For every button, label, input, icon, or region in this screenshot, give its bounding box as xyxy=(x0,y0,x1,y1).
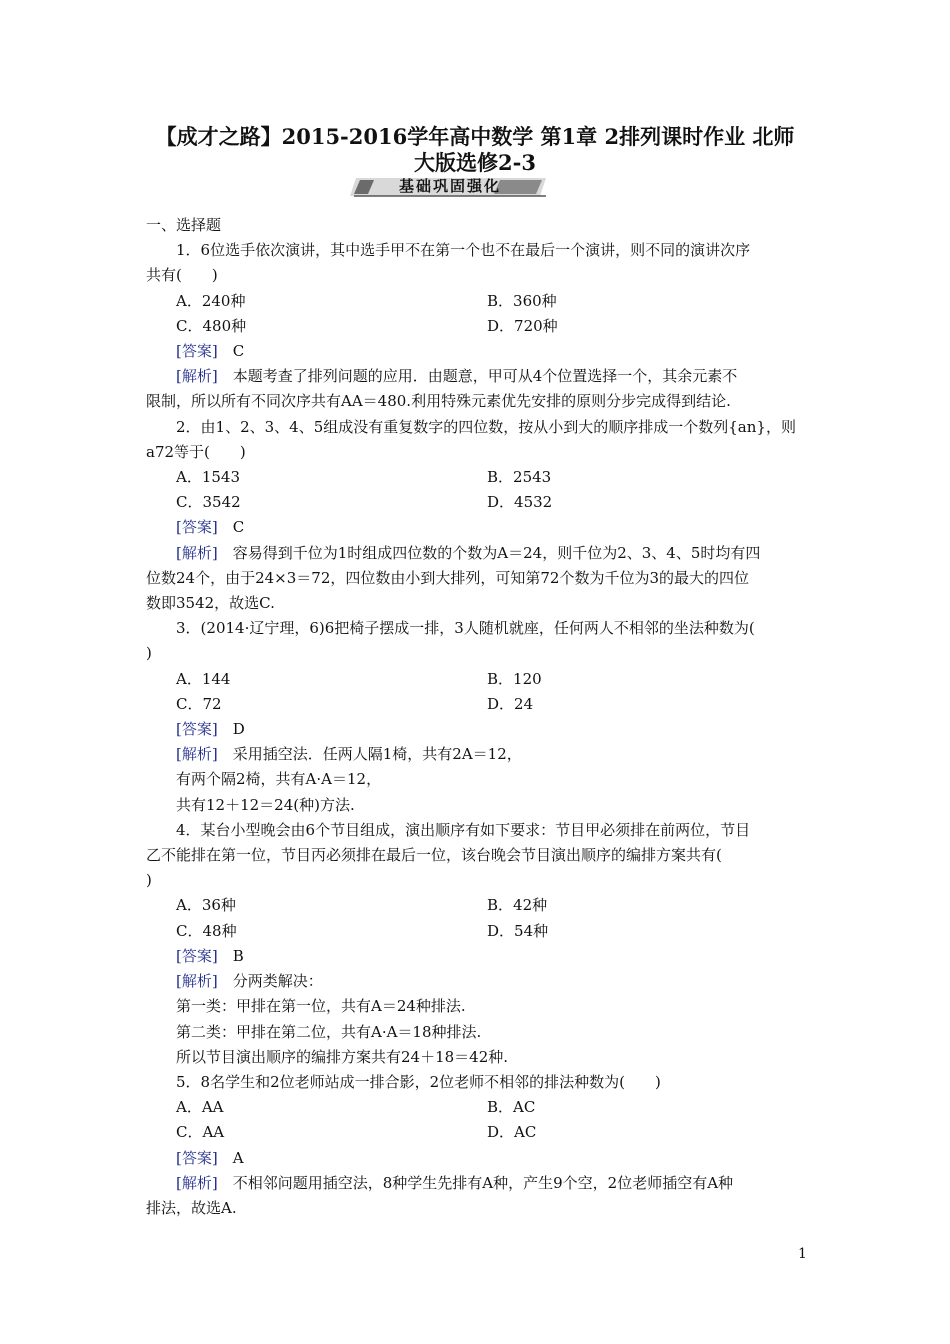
question-3-analysis-a xyxy=(146,742,810,767)
question-1-text-b: 共有( ) xyxy=(146,266,218,285)
option-c: C．AA xyxy=(176,1123,225,1142)
analysis-tag: [解析] xyxy=(176,543,218,562)
title-line-1: 【成才之路】2015-2016学年高中数学 第1章 2排列课时作业 北师 xyxy=(155,124,795,149)
question-3-answer xyxy=(146,717,810,742)
question-1-options-row-2 xyxy=(146,314,810,339)
option-b: B．2543 xyxy=(487,468,552,487)
analysis-text: 分两类解决： xyxy=(232,972,323,991)
analysis-tag: [解析] xyxy=(176,1173,218,1192)
document-body xyxy=(146,213,810,1221)
question-4-analysis-a xyxy=(146,969,810,994)
banner-label: 基础巩固强化 xyxy=(398,177,501,195)
question-3-options-row-1 xyxy=(146,667,810,692)
question-5-answer xyxy=(146,1146,810,1171)
question-1-answer xyxy=(146,339,810,364)
option-d: D．720种 xyxy=(487,316,558,335)
option-d: D．4532 xyxy=(487,493,553,512)
option-c: C．48种 xyxy=(176,921,237,940)
question-4-analysis-b: 第一类：甲排在第一位，共有A＝24种排法. xyxy=(176,997,466,1016)
question-5-text-a: 5．8名学生和2位老师站成一排合影，2位老师不相邻的排法种数为( ) xyxy=(176,1072,661,1091)
question-2-options-row-1 xyxy=(146,465,810,490)
option-a: A．AA xyxy=(176,1098,224,1117)
answer-tag: [答案] xyxy=(176,342,218,361)
section-banner xyxy=(350,176,550,198)
question-4-options-row-1 xyxy=(146,893,810,918)
question-3-text-b: ) xyxy=(146,644,152,663)
option-c: C．3542 xyxy=(176,493,241,512)
question-2-analysis-c: 数即3542，故选C. xyxy=(146,594,275,613)
option-d: D．54种 xyxy=(487,921,549,940)
question-3-analysis-b: 有两个隔2椅，共有A·A＝12， xyxy=(176,770,382,789)
question-4-options-row-2 xyxy=(146,919,810,944)
question-4-answer xyxy=(146,944,810,969)
answer-tag: [答案] xyxy=(176,1148,218,1167)
question-4-text-a: 4．某台小型晚会由6个节目组成，演出顺序有如下要求：节目甲必须排在前两位，节目 xyxy=(176,820,751,839)
analysis-text: 容易得到千位为1时组成四位数的个数为A＝24，则千位为2、3、4、5时均有四 xyxy=(232,543,761,562)
option-a: A．36种 xyxy=(176,896,236,915)
question-4-analysis-d: 所以节目演出顺序的编排方案共有24＋18＝42种. xyxy=(176,1047,509,1066)
option-a: A．1543 xyxy=(176,468,241,487)
answer-tag: [答案] xyxy=(176,720,218,739)
analysis-tag: [解析] xyxy=(176,367,218,386)
answer-value: D xyxy=(232,720,245,739)
question-1-analysis-b: 限制，所以所有不同次序共有AA＝480.利用特殊元素优先安排的原则分步完成得到结论. xyxy=(146,392,731,411)
question-2-options-row-2 xyxy=(146,490,810,515)
option-b: B．42种 xyxy=(487,896,548,915)
analysis-text: 采用插空法．任两人隔1椅，共有2A＝12， xyxy=(232,745,522,764)
question-2-text-a: 2．由1、2、3、4、5组成没有重复数字的四位数，按从小到大的顺序排成一个数列{an}，则 xyxy=(176,417,796,436)
question-5-options-row-2 xyxy=(146,1120,810,1145)
analysis-text: 不相邻问题用插空法，8种学生先排有A种，产生9个空，2位老师插空有A种 xyxy=(232,1173,734,1192)
analysis-text: 本题考查了排列问题的应用．由题意，甲可从4个位置选择一个，其余元素不 xyxy=(232,367,738,386)
answer-value: C xyxy=(232,342,245,361)
question-5-analysis-b: 排法，故选A. xyxy=(146,1198,237,1217)
question-5-analysis-a xyxy=(146,1171,810,1196)
option-d: D．AC xyxy=(487,1123,537,1142)
option-c: C．72 xyxy=(176,694,222,713)
question-2-analysis-a xyxy=(146,541,810,566)
question-2-text-b: a72等于( ) xyxy=(146,442,246,461)
question-3-text-a: 3．(2014·辽宁理，6)6把椅子摆成一排，3人随机就座，任何两人不相邻的坐法种数为( xyxy=(176,619,755,638)
title-line-2: 大版选修2-3 xyxy=(414,150,536,175)
question-4-analysis-c: 第二类：甲排在第二位，共有A·A＝18种排法. xyxy=(176,1022,482,1041)
answer-value: A xyxy=(232,1148,244,1167)
answer-value: B xyxy=(232,946,244,965)
analysis-tag: [解析] xyxy=(176,972,218,991)
option-b: B．120 xyxy=(487,669,542,688)
question-4-text-b: 乙不能排在第一位，节目丙必须排在最后一位，该台晚会节目演出顺序的编排方案共有( xyxy=(146,846,722,865)
question-3-options-row-2 xyxy=(146,692,810,717)
section-heading: 一、选择题 xyxy=(146,216,222,234)
option-a: A．144 xyxy=(176,669,231,688)
option-c: C．480种 xyxy=(176,316,247,335)
option-a: A．240种 xyxy=(176,291,246,310)
analysis-tag: [解析] xyxy=(176,745,218,764)
question-4-text-c: ) xyxy=(146,871,152,890)
option-b: B．360种 xyxy=(487,291,557,310)
question-1-options-row-1 xyxy=(146,289,810,314)
question-2-analysis-b: 位数24个，由于24×3＝72，四位数由小到大排列，可知第72个数为千位为3的最大的四位 xyxy=(146,568,750,587)
answer-value: C xyxy=(232,518,245,537)
answer-tag: [答案] xyxy=(176,946,218,965)
page-number: 1 xyxy=(798,1246,807,1262)
option-b: B．AC xyxy=(487,1098,536,1117)
question-5-options-row-1 xyxy=(146,1095,810,1120)
answer-tag: [答案] xyxy=(176,518,218,537)
document-title xyxy=(120,124,830,176)
question-3-analysis-c: 共有12＋12＝24(种)方法. xyxy=(176,795,355,814)
option-d: D．24 xyxy=(487,694,534,713)
question-1-text-a: 1．6位选手依次演讲，其中选手甲不在第一个也不在最后一个演讲，则不同的演讲次序 xyxy=(176,241,751,260)
question-2-answer xyxy=(146,515,810,540)
question-1-analysis-a xyxy=(146,364,810,389)
